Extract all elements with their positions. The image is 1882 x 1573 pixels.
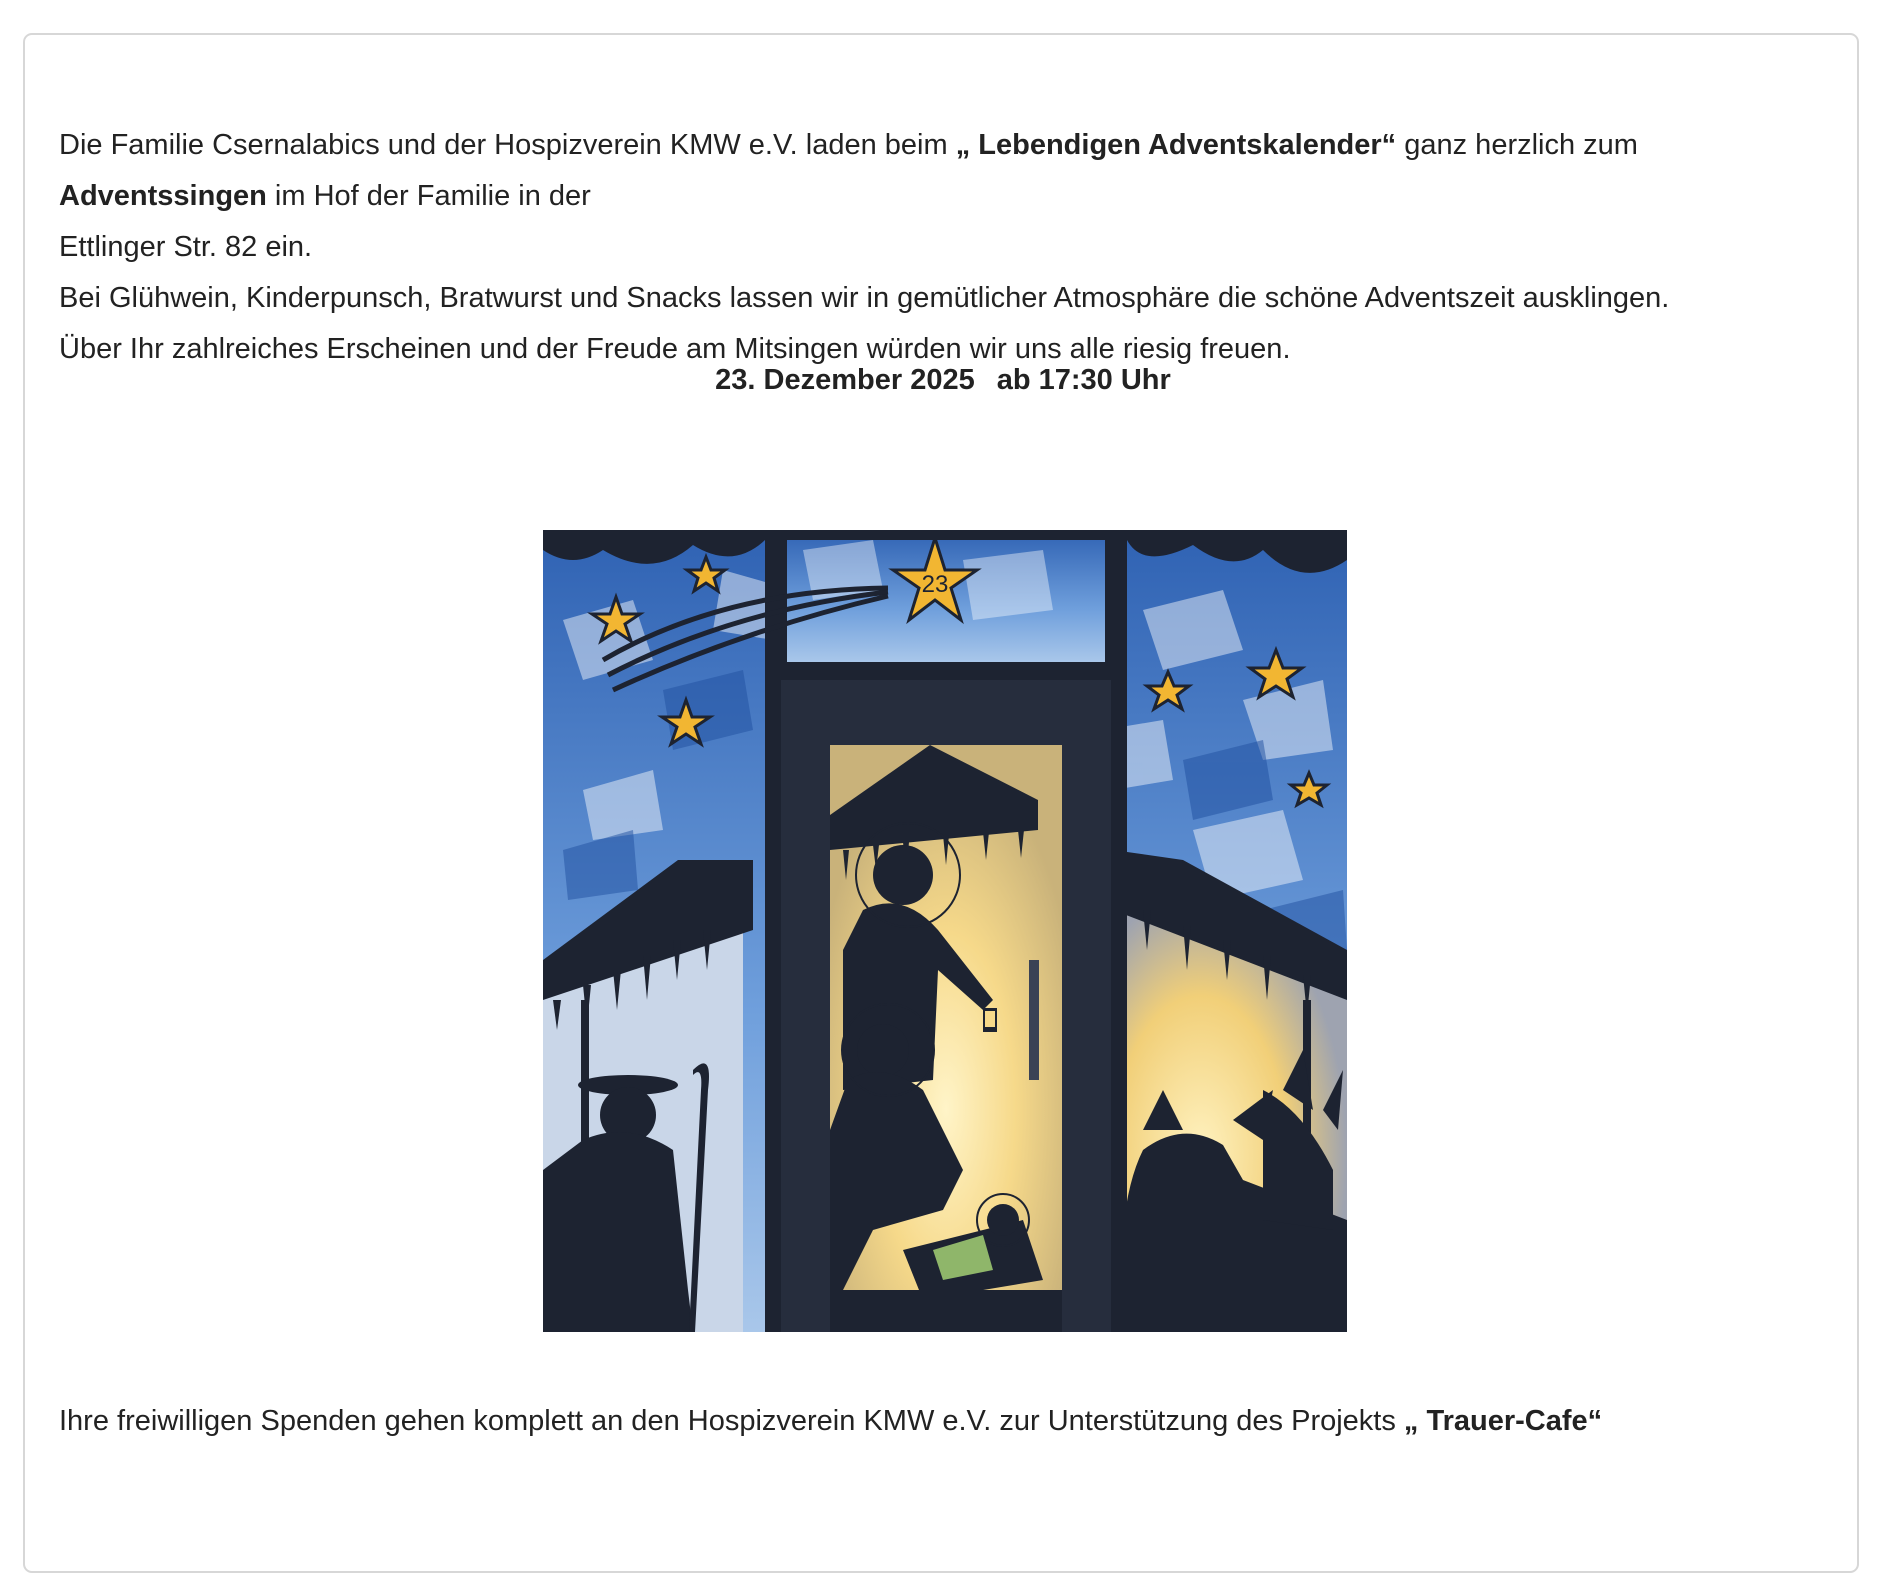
event-date-time [25,355,1861,406]
star-number: 23 [921,571,949,598]
advent-calendar-title: „ Lebendigen Adventskalender“ [955,129,1397,161]
welcome-line: Über Ihr zahlreiches Erscheinen und der Freude am Mitsingen würden wir uns alle riesig freuen. [59,333,1291,365]
intro-line-2-suffix: im Hof der Familie in der [266,180,591,212]
intro-line-1-suffix: ganz herzlich zum [1396,129,1638,161]
refreshments-line: Bei Glühwein, Kinderpunsch, Bratwurst und Snacks lassen wir in gemütlicher Atmosphäre die schöne Adventszeit ausklingen. [59,282,1670,314]
nativity-window-image [543,530,1347,1332]
advent-singing-label: Adventssingen [59,180,267,212]
invitation-text [59,120,1839,375]
content-card [23,33,1859,1573]
intro-line-1-prefix: Die Familie Csernalabics und der Hospizverein KMW e.V. laden beim [59,129,956,161]
event-date: 23. Dezember 2025 [715,364,975,396]
intro-line-1 [59,120,1839,171]
intro-line-2 [59,171,1839,222]
trauer-cafe-project: „ Trauer-Cafe“ [1403,1405,1603,1437]
donation-note [59,1396,1602,1447]
address-line: Ettlinger Str. 82 ein. [59,231,313,263]
donation-note-prefix: Ihre freiwilligen Spenden gehen komplett an den Hospizverein KMW e.V. zur Unterstützung des Projekts [59,1405,1404,1437]
event-time: ab 17:30 Uhr [996,364,1171,396]
